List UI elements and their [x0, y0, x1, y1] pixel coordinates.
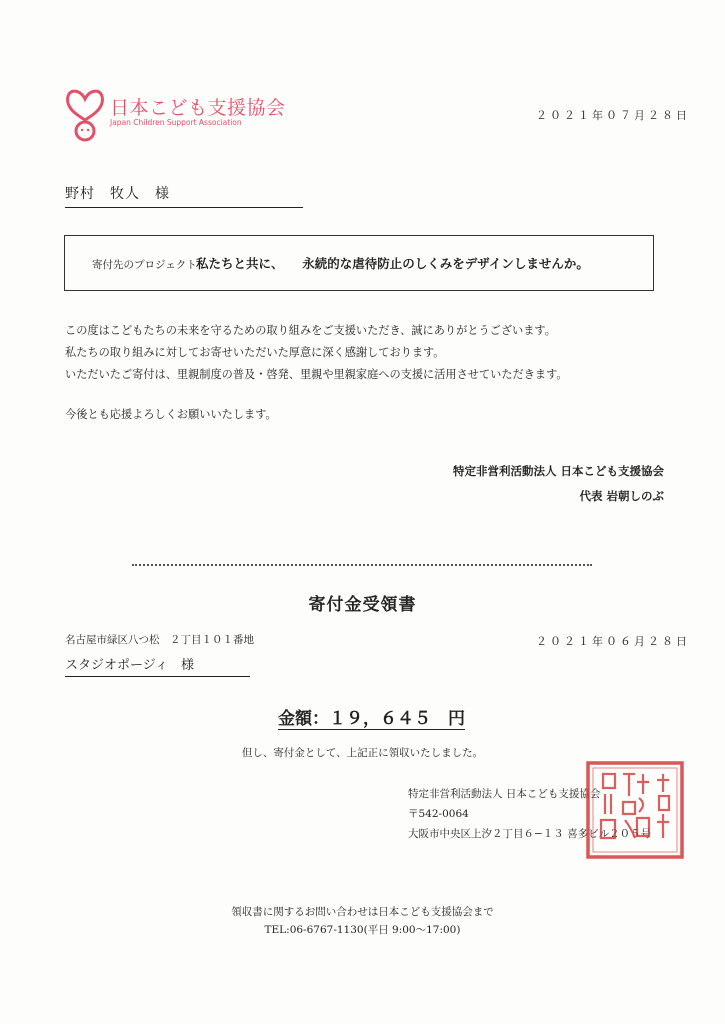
body-line: 今後とも応援よろしくお願いいたします。	[65, 408, 277, 421]
receipt-note: 但し、寄付金として、上記正に領収いたしました。	[241, 747, 484, 759]
recipient-name: 野村 牧人 様	[65, 183, 303, 208]
logo-name: 日本こども支援協会	[110, 97, 286, 119]
signature-rep: 代表 岩朝しのぶ	[579, 489, 664, 503]
receipt-title: 寄付金受領書	[308, 595, 417, 615]
project-label: 寄付先のプロジェクト	[92, 259, 197, 271]
logo-heart-icon	[63, 85, 107, 143]
issuer-postal: 〒542-0064	[408, 808, 469, 820]
letter-date: ２０２１年０７月２８日	[536, 109, 690, 122]
amount: 金額：１９，６４５ 円	[278, 704, 465, 730]
logo-subtitle: Japan Children Support Association	[110, 118, 242, 127]
tel-text: TEL:06-6767-1130(平日 9:00〜17:00)	[264, 924, 461, 936]
signature-org: 特定非営利活動法人 日本こども支援協会	[452, 464, 664, 478]
inquiry-text: 領収書に関するお問い合わせは日本こども支援協会まで	[231, 906, 494, 918]
payer-name: スタジオポージィ 様	[65, 654, 250, 677]
issuer-address: 大阪市中央区上汐２丁目６−１３ 喜多ビル２０５号	[408, 828, 652, 840]
receipt-date: ２０２１年０６月２８日	[536, 635, 690, 648]
issuer-org: 特定非営利活動法人 日本こども支援協会	[408, 788, 601, 800]
payer-address: 名古屋市緑区八つ松 ２丁目１０１番地	[65, 634, 254, 646]
body-line: いただいたご寄付は、里親制度の普及・啓発、里親や里親家庭への支援に活用させていただきます。	[65, 368, 568, 381]
cut-line	[132, 564, 592, 566]
body-line: この度はこどもたちの未来を守るための取り組みをご支援いただき、誠にありがとうございます。	[65, 324, 556, 337]
body-line: 私たちの取り組みに対してお寄せいただいた厚意に深く感謝しております。	[65, 346, 445, 359]
seal-stamp-icon	[585, 760, 685, 860]
project-title: 私たちと共に、 永続的な虐待防止のしくみをデザインしませんか。	[196, 256, 589, 271]
